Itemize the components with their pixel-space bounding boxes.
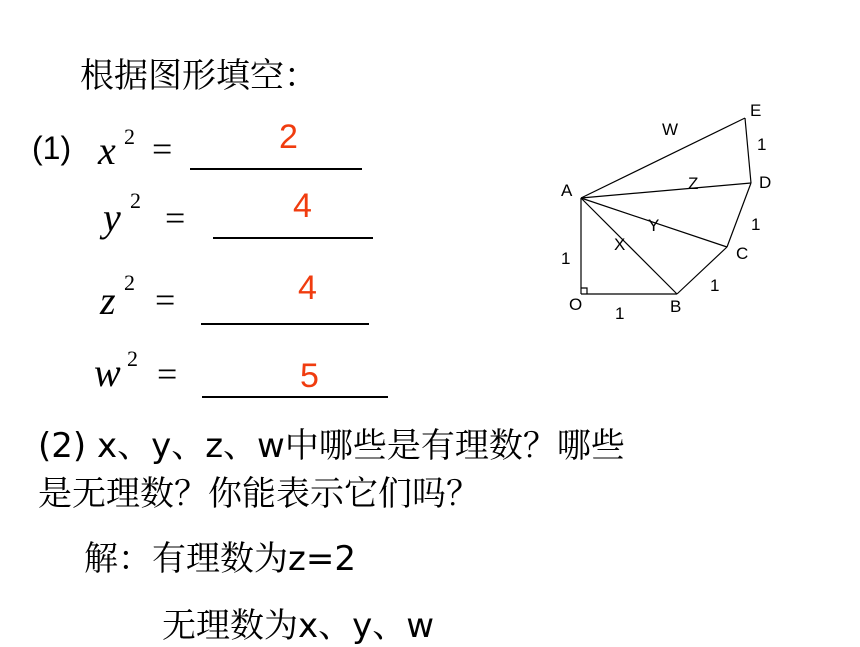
label-x: X: [614, 235, 626, 254]
question-2-line1: (2) x、y、z、w中哪些是有理数？哪些: [38, 426, 625, 466]
var-x: x: [98, 128, 116, 173]
var-z: z: [100, 278, 116, 323]
exp-z: 2: [124, 270, 135, 295]
point-a: A: [561, 181, 573, 200]
segment-ax: [581, 198, 677, 294]
label-y: Y: [648, 216, 660, 235]
exp-y: 2: [130, 188, 141, 213]
label-oa: 1: [561, 249, 571, 268]
solution-irrational: 无理数为x、y、w: [162, 606, 435, 646]
point-c: C: [736, 244, 749, 263]
eq-z: =: [155, 280, 176, 320]
point-o: O: [569, 295, 583, 314]
part1-label: (1): [32, 130, 72, 166]
var-w: w: [94, 350, 121, 395]
label-z: Z: [688, 174, 699, 193]
right-angle-mark: [581, 288, 587, 294]
segment-bc: [677, 247, 727, 294]
segment-cd: [727, 183, 751, 247]
question-2-line2: 是无理数？你能表示它们吗？: [38, 474, 480, 514]
segment-de: [745, 118, 751, 183]
point-e: E: [750, 101, 762, 120]
page-title: 根据图形填空：: [80, 56, 318, 96]
label-w: W: [662, 120, 679, 139]
eq-y: =: [165, 198, 186, 238]
var-y: y: [103, 195, 121, 240]
answer-w: 5: [300, 357, 319, 395]
label-cd: 1: [751, 215, 761, 234]
eq-x: =: [152, 129, 173, 169]
solution-rational: 解：有理数为z=2: [84, 539, 356, 579]
label-de: 1: [757, 135, 767, 154]
exp-x: 2: [124, 124, 135, 149]
label-bc: 1: [710, 276, 720, 295]
answer-z: 4: [298, 269, 317, 307]
point-d: D: [759, 173, 772, 192]
eq-w: =: [157, 354, 178, 394]
point-b: B: [670, 297, 682, 316]
answer-x: 2: [279, 118, 298, 156]
exp-w: 2: [127, 346, 138, 371]
answer-y: 4: [293, 187, 312, 225]
label-ob: 1: [615, 304, 625, 323]
